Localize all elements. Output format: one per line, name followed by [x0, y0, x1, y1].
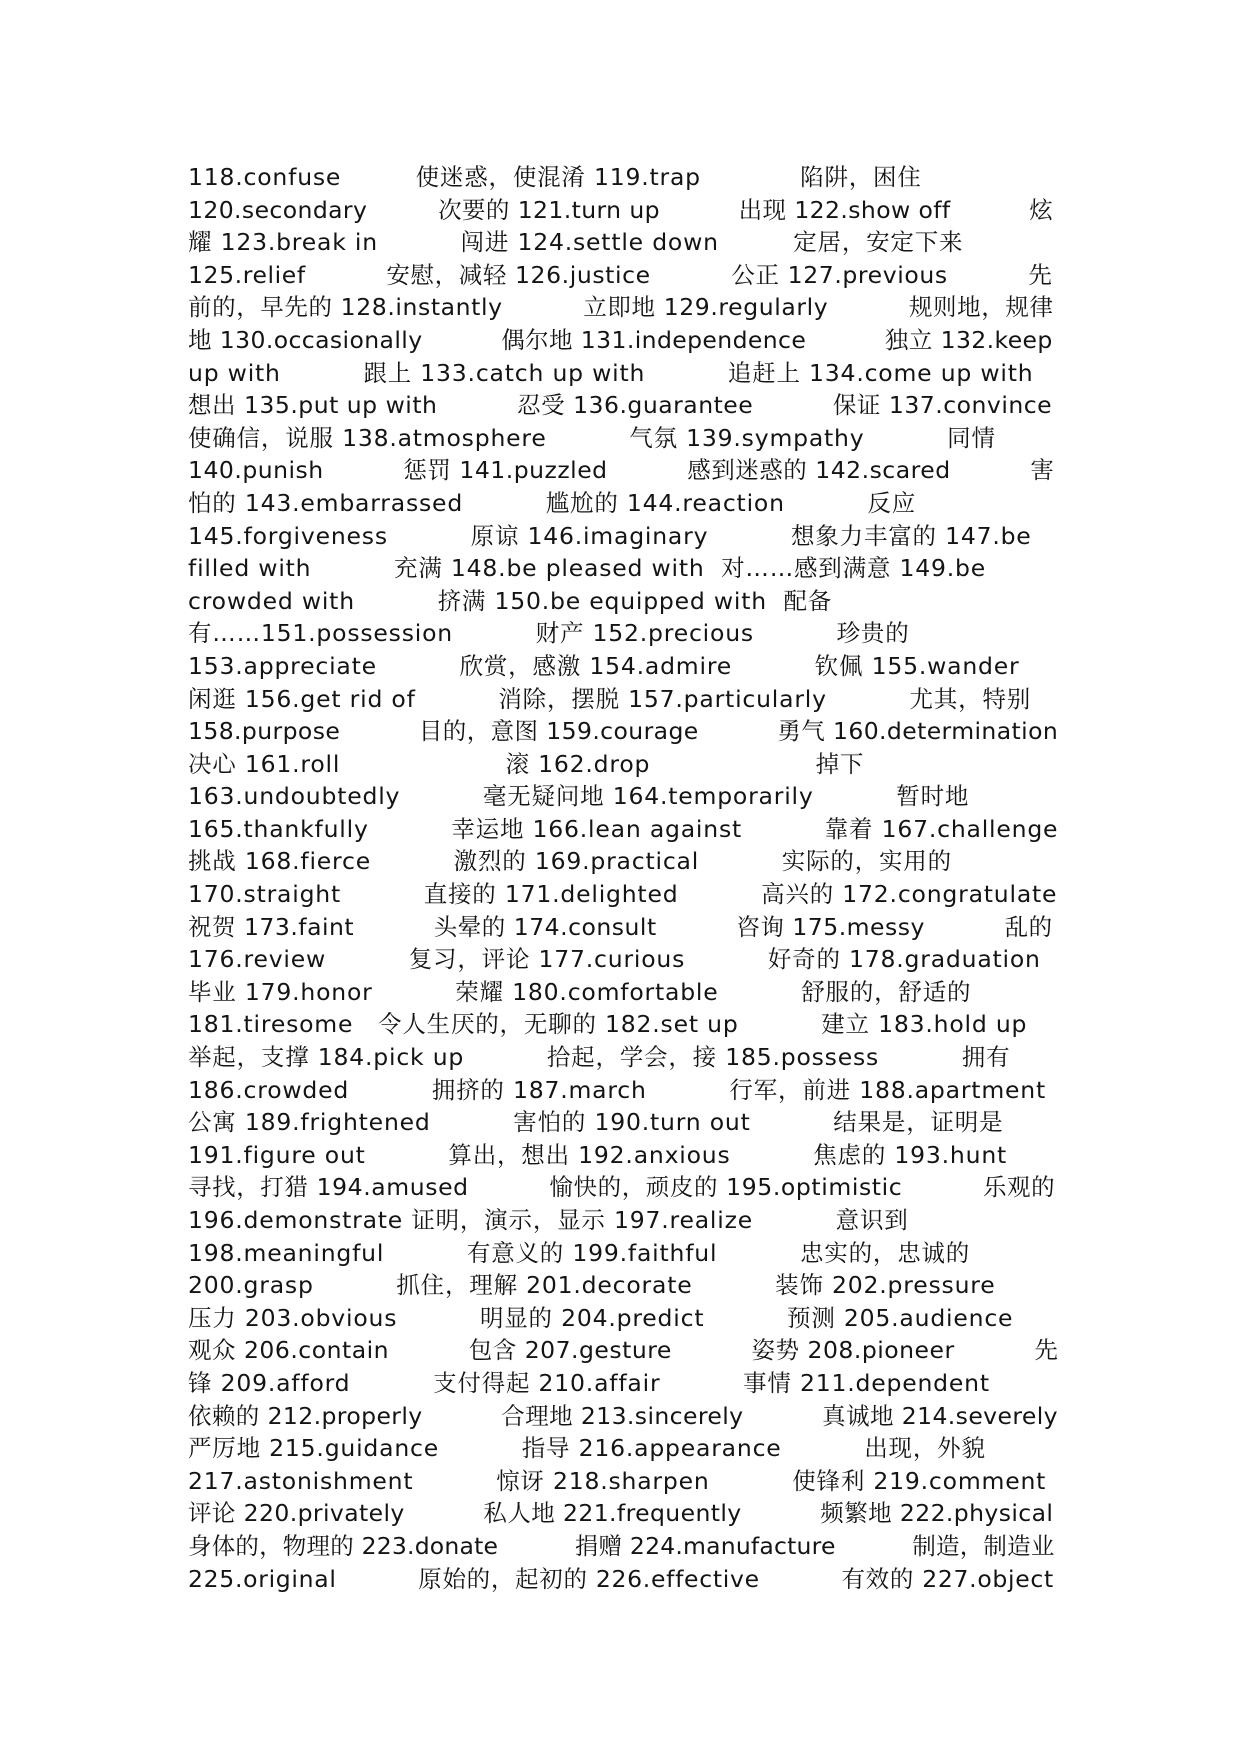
vocab-line: 165.thankfully 幸运地 166.lean against 靠着 167.challenge — [188, 814, 1059, 843]
vocab-line: 120.secondary 次要的 121.turn up 出现 122.show off 炫 — [188, 195, 1054, 224]
vocab-line: 挑战 168.fierce 激烈的 169.practical 实际的，实用的 — [188, 847, 952, 876]
vocab-line: 评论 220.privately 私人地 221.frequently 频繁地 222.physical — [188, 1499, 1054, 1528]
vocab-line: 176.review 复习，评论 177.curious 好奇的 178.graduation — [188, 945, 1041, 974]
vocab-line: filled with 充满 148.be pleased with 对……感到满意 149.be — [188, 554, 986, 583]
vocab-line: 地 130.occasionally 偶尔地 131.independence 独立 132.keep — [188, 325, 1053, 354]
vocab-line: 191.figure out 算出，想出 192.anxious 焦虑的 193.hunt — [188, 1140, 1008, 1169]
vocab-line: 145.forgiveness 原谅 146.imaginary 想象力丰富的 147.be — [188, 521, 1032, 550]
vocab-line: 公寓 189.frightened 害怕的 190.turn out 结果是，证明是 — [188, 1108, 1004, 1137]
vocab-line: 使确信，说服 138.atmosphere 气氛 139.sympathy 同情 — [188, 423, 996, 452]
vocab-line: 耀 123.break in 闯进 124.settle down 定居，安定下来 — [188, 228, 964, 257]
vocab-line: 锋 209.afford 支付得起 210.affair 事情 211.dependent — [188, 1368, 990, 1397]
vocab-line: 决心 161.roll 滚 162.drop 掉下 — [188, 749, 865, 778]
vocab-line: 170.straight 直接的 171.delighted 高兴的 172.congratulate — [188, 880, 1058, 909]
vocab-line: 153.appreciate 欣赏，感激 154.admire 钦佩 155.wander — [188, 651, 1020, 680]
vocab-line: 158.purpose 目的，意图 159.courage 勇气 160.determination — [188, 717, 1059, 746]
vocab-line: 祝贺 173.faint 头晕的 174.consult 咨询 175.messy 乱的 — [188, 912, 1053, 941]
vocab-line: 身体的，物理的 223.donate 捐赠 224.manufacture 制造，制造业 — [188, 1531, 1055, 1560]
vocab-line: 前的，早先的 128.instantly 立即地 129.regularly 规则地，规律 — [188, 293, 1054, 322]
vocab-line: 198.meaningful 有意义的 199.faithful 忠实的，忠诚的 — [188, 1238, 971, 1267]
vocab-line: 225.original 原始的，起初的 226.effective 有效的 227.object — [188, 1564, 1054, 1593]
vocab-line: 有……151.possession 财产 152.precious 珍贵的 — [188, 619, 910, 648]
vocab-line: 毕业 179.honor 荣耀 180.comfortable 舒服的，舒适的 — [188, 977, 972, 1006]
vocab-line: 举起，支撑 184.pick up 拾起，学会，接 185.possess 拥有 — [188, 1043, 1011, 1072]
vocab-line: 压力 203.obvious 明显的 204.predict 预测 205.audience — [188, 1303, 1014, 1332]
vocab-line: 想出 135.put up with 忍受 136.guarantee 保证 137.convince — [188, 391, 1053, 420]
vocab-line: 186.crowded 拥挤的 187.march 行军，前进 188.apartment — [188, 1075, 1046, 1104]
vocab-line: 严厉地 215.guidance 指导 216.appearance 出现，外貌 — [188, 1434, 986, 1463]
vocab-line: 观众 206.contain 包含 207.gesture 姿势 208.pioneer 先 — [188, 1336, 1059, 1365]
vocabulary-list — [188, 161, 1058, 1595]
vocab-line: 140.punish 惩罚 141.puzzled 感到迷惑的 142.scared 害 — [188, 456, 1055, 485]
vocab-line: 200.grasp 抓住，理解 201.decorate 装饰 202.pressure — [188, 1271, 996, 1300]
vocab-line: crowded with 挤满 150.be equipped with 配备 — [188, 586, 833, 615]
vocab-line: 118.confuse 使迷惑，使混淆 119.trap 陷阱，困住 — [188, 163, 922, 191]
vocab-line: 181.tiresome 令人生厌的，无聊的 182.set up 建立 183.hold up — [188, 1010, 1028, 1039]
vocab-line: 依赖的 212.properly 合理地 213.sincerely 真诚地 214.severely — [188, 1401, 1058, 1430]
vocab-line: 125.relief 安慰，减轻 126.justice 公正 127.previous 先 — [188, 260, 1053, 289]
vocab-line: 闲逛 156.get rid of 消除，摆脱 157.particularly 尤其，特别 — [188, 684, 1032, 713]
vocab-line: 163.undoubtedly 毫无疑问地 164.temporarily 暂时地 — [188, 782, 970, 811]
vocab-line: 196.demonstrate 证明，演示，显示 197.realize 意识到 — [188, 1206, 909, 1234]
vocab-line: 寻找，打猎 194.amused 愉快的，顽皮的 195.optimistic 乐观的 — [188, 1173, 1056, 1202]
vocab-line: up with 跟上 133.catch up with 追赶上 134.come up with — [188, 358, 1034, 387]
vocab-line: 怕的 143.embarrassed 尴尬的 144.reaction 反应 — [188, 488, 917, 517]
vocab-line: 217.astonishment 惊讶 218.sharpen 使锋利 219.comment — [188, 1466, 1047, 1495]
